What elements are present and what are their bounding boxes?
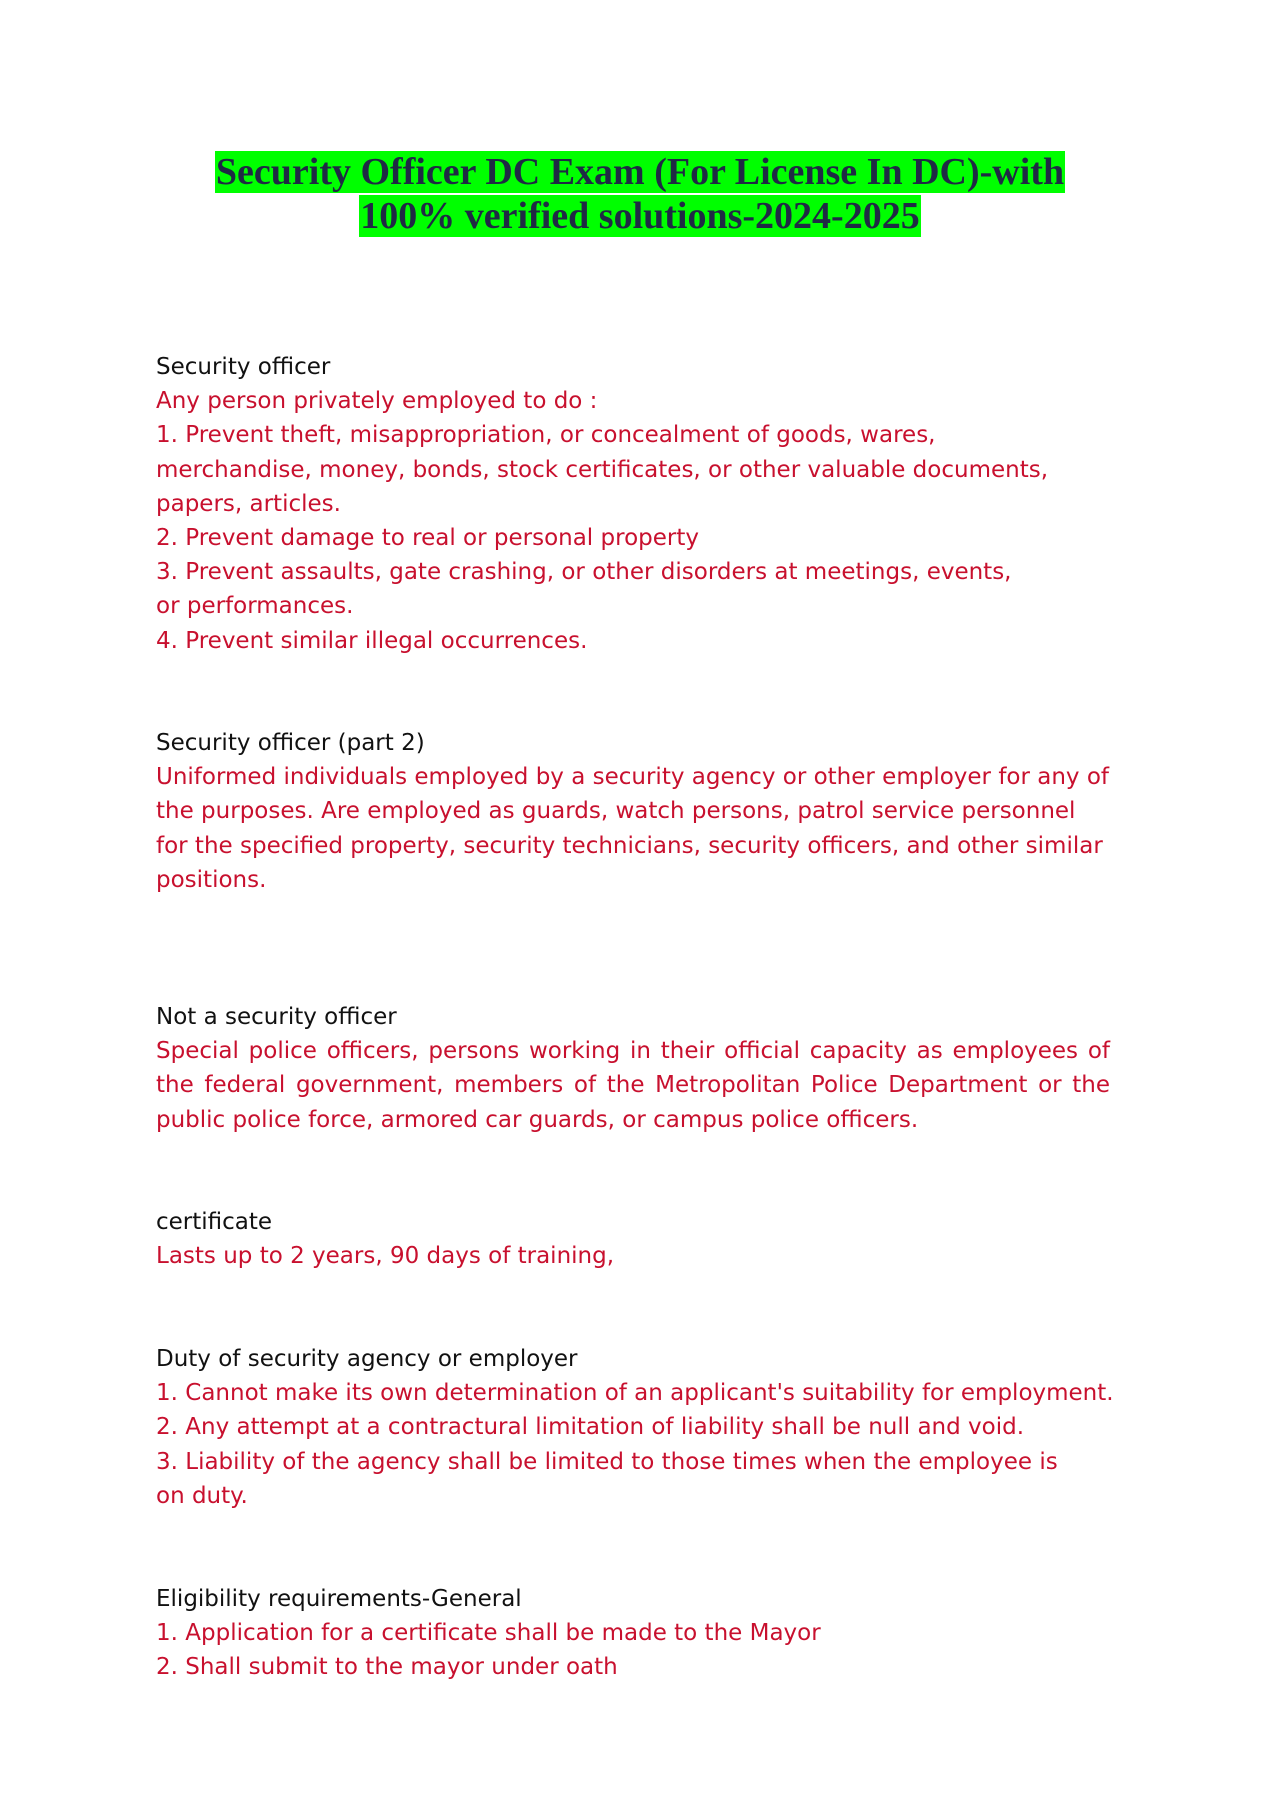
definition-line: 2. Any attempt at a contractural limitation of liability shall be null and void. xyxy=(156,1414,1025,1441)
card-term: certificate xyxy=(156,1209,273,1235)
definition-line: 2. Prevent damage to real or personal property xyxy=(156,525,699,552)
definition-line: Any person privately employed to do : xyxy=(156,388,598,415)
flashcard xyxy=(156,1342,1116,1513)
card-term: Eligibility requirements-General xyxy=(156,1586,522,1612)
definition-line: papers, articles. xyxy=(156,490,341,517)
definition-line: 2. Shall submit to the mayor under oath xyxy=(156,1654,618,1681)
definition-line: on duty. xyxy=(156,1482,248,1509)
card-definition xyxy=(156,760,1116,897)
card-term: Security officer xyxy=(156,354,331,380)
definition-line: 1. Prevent theft, misappropriation, or concealment of goods, wares, xyxy=(156,422,936,449)
card-definition xyxy=(156,1616,1116,1684)
card-term: Not a security officer xyxy=(156,1004,397,1030)
definition-line: 1. Application for a certificate shall be made to the Mayor xyxy=(156,1620,821,1647)
title-line-1: Security Officer DC Exam (For License In DC)-with xyxy=(215,151,1065,193)
definition-line: or performances. xyxy=(156,593,354,620)
definition-line: 1. Cannot make its own determination of an applicant's suitability for employment. xyxy=(156,1380,1114,1407)
page-title xyxy=(0,150,1280,238)
flashcard xyxy=(156,350,1116,658)
definition-line: Uniformed individuals employed by a security agency or other employer for any of xyxy=(156,764,1110,791)
flashcard xyxy=(156,1582,1116,1685)
card-definition xyxy=(156,384,1116,658)
definition-line: 3. Prevent assaults, gate crashing, or other disorders at meetings, events, xyxy=(156,559,1012,586)
title-line-2: 100% verified solutions-2024-2025 xyxy=(360,195,920,237)
definition-line: for the specified property, security technicians, security officers, and other similar xyxy=(156,832,1103,859)
card-definition xyxy=(156,1376,1116,1513)
definition-line: Lasts up to 2 years, 90 days of training, xyxy=(156,1243,615,1270)
card-term: Duty of security agency or employer xyxy=(156,1346,578,1372)
definition-line: merchandise, money, bonds, stock certificates, or other valuable documents, xyxy=(156,456,1049,483)
definition-line: 3. Liability of the agency shall be limited to those times when the employee is xyxy=(156,1448,1058,1475)
definition-line: the purposes. Are employed as guards, watch persons, patrol service personnel xyxy=(156,798,1076,825)
card-definition: Special police officers, persons working in their official capacity as employees of the federal government, members of the Metropolitan Police Department or the public police force, armored car guards, or campus police officers. xyxy=(156,1038,1110,1133)
definition-line: positions. xyxy=(156,866,267,893)
flashcard xyxy=(156,726,1116,897)
card-definition xyxy=(156,1239,1116,1273)
flashcard xyxy=(156,1000,1116,1137)
card-term: Security officer (part 2) xyxy=(156,730,425,756)
flashcard xyxy=(156,1205,1116,1273)
definition-line: 4. Prevent similar illegal occurrences. xyxy=(156,627,588,654)
